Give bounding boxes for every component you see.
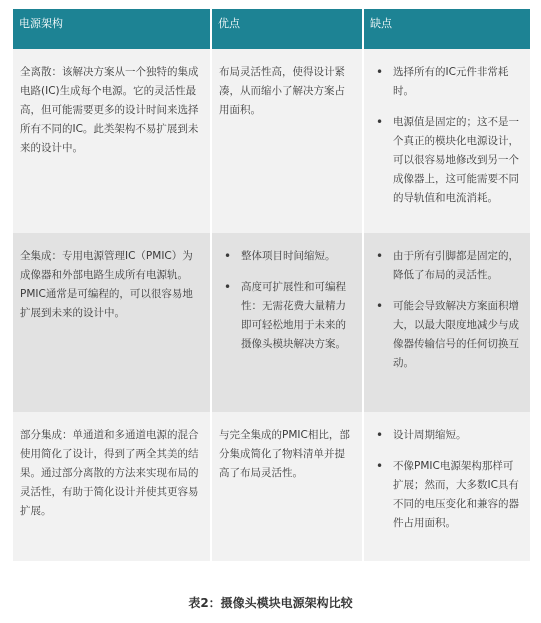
cons-cell	[364, 233, 530, 412]
cons-list	[371, 63, 523, 208]
architecture-cell: 全集成：专用电源管理IC（PMIC）为成像器和外部电路生成所有电源轨。PMIC通常是可编程的，可以很容易地扩展到未来的设计中。	[13, 233, 210, 412]
table-row-partial-integration	[13, 412, 530, 561]
table-row-full-discrete	[13, 49, 530, 233]
cons-item: • 可能会导致解决方案面积增大，以最大限度地减少与成像器传输信号的任何切换互动。	[371, 297, 523, 373]
cons-cell	[364, 49, 530, 233]
table-header	[13, 9, 530, 49]
table-body	[13, 49, 530, 561]
cons-list	[371, 247, 523, 373]
architecture-cell: 全离散：该解决方案从一个独特的集成电路(IC)生成每个电源。它的灵活性最高，但可能需要更多的设计时间来选择所有不同的IC。此类架构不易扩展到未来的设计中。	[13, 49, 210, 233]
header-row	[13, 9, 530, 49]
pros-text: 布局灵活性高，使得设计紧凑，从而缩小了解决方案占用面积。	[219, 66, 345, 116]
power-architecture-comparison-table	[11, 9, 532, 561]
pros-item: • 整体项目时间缩短。	[219, 247, 355, 266]
pros-list	[219, 247, 355, 354]
pros-cell	[212, 412, 362, 561]
pros-item: • 高度可扩展性和可编程性：无需花费大量精力即可轻松地用于未来的摄像头模块解决方案。	[219, 278, 355, 354]
pros-cell	[212, 49, 362, 233]
header-pros: 优点	[212, 9, 362, 49]
table-row-full-integration	[13, 233, 530, 412]
cons-cell	[364, 412, 530, 561]
header-cons: 缺点	[364, 9, 530, 49]
header-architecture: 电源架构	[13, 9, 210, 49]
cons-item: • 不像PMIC电源架构那样可扩展；然而，大多数IC具有不同的电压变化和兼容的器件占用面积。	[371, 457, 523, 533]
cons-item: • 设计周期缩短。	[371, 426, 523, 445]
pros-text: 与完全集成的PMIC相比，部分集成简化了物料清单并提高了布局灵活性。	[219, 429, 350, 479]
comparison-table-wrapper	[11, 9, 528, 561]
cons-item: • 电源值是固定的；这不是一个真正的模块化电源设计，可以很容易地修改到另一个成像器上，这可能需要不同的导轨值和电流消耗。	[371, 113, 523, 208]
table-caption: 表2：摄像头模块电源架构比较	[188, 596, 353, 610]
cons-list	[371, 426, 523, 533]
cons-item: • 由于所有引脚都是固定的，降低了布局的灵活性。	[371, 247, 523, 285]
pros-cell	[212, 233, 362, 412]
cons-item: • 选择所有的IC元件非常耗时。	[371, 63, 523, 101]
architecture-cell: 部分集成：单通道和多通道电源的混合使用简化了设计，得到了两全其美的结果。通过部分离散的方法来实现布局的灵活性，有助于简化设计并使其更容易扩展。	[13, 412, 210, 561]
